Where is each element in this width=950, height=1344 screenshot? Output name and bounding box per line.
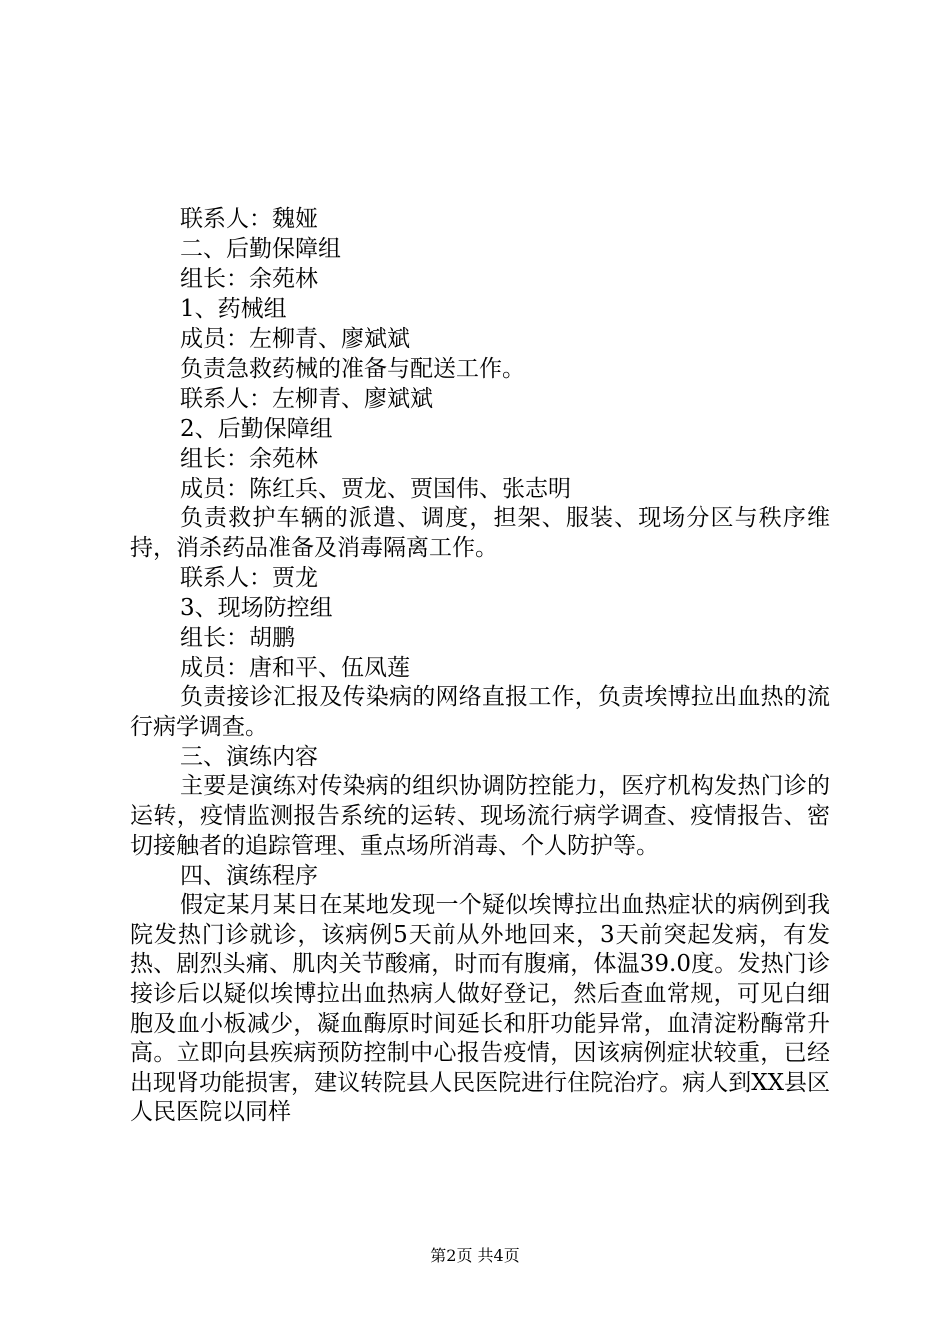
text-line: 成员：左柳青、廖斌斌	[180, 326, 410, 352]
body-paragraph: 主要是演练对传染病的组织协调防控能力，医疗机构发热门诊的运转，疫情监测报告系统的运转、现场流行病学调查、疫情报告、密切接触者的追踪管理、重点场所消毒、个人防护等。	[130, 773, 830, 859]
document-body	[130, 204, 830, 1128]
text-line: 成员：陈红兵、贾龙、贾国伟、张志明	[180, 476, 571, 502]
text-line: 联系人：贾龙	[180, 565, 318, 592]
text-line: 三、演练内容	[180, 744, 318, 771]
body-paragraph: 负责接诊汇报及传染病的网络直报工作，负责埃博拉出血热的流行病学调查。	[130, 684, 830, 740]
body-paragraph: 负责救护车辆的派遣、调度，担架、服装、现场分区与秩序维持，消杀药品准备及消毒隔离工作。	[130, 505, 830, 561]
body-paragraph: 假定某月某日在某地发现一个疑似埃博拉出血热症状的病例到我院发热门诊就诊，该病例5天前从外地回来，3天前突起发病，有发热、剧烈头痛、肌肉关节酸痛，时而有腹痛，体温39.0度。发热门诊接诊后以疑似埃博拉出血热病人做好登记，然后查血常规，可见白细胞及血小板减少，凝血酶原时间延长和肝功能异常，血清淀粉酶常升高。立即向县疾病预防控制中心报告疫情，因该病例症状较重，已经出现肾功能损害，建议转院县人民医院进行住院治疗。病人到XX县区人民医院以同样	[130, 892, 830, 1126]
text-line: 联系人：魏娅	[180, 206, 318, 232]
text-line: 1、药械组	[180, 296, 287, 322]
text-line: 二、后勤保障组	[180, 236, 341, 262]
text-line: 四、演练程序	[180, 863, 318, 890]
text-line: 3、现场防控组	[180, 595, 333, 622]
page-footer: 第2页 共4页	[430, 1246, 520, 1265]
text-line: 组长：胡鹏	[180, 625, 295, 652]
text-line: 成员：唐和平、伍凤莲	[180, 655, 410, 682]
text-line: 2、后勤保障组	[180, 416, 333, 442]
text-line: 联系人：左柳青、廖斌斌	[180, 386, 433, 412]
text-line: 组长：余苑林	[180, 446, 318, 472]
text-line: 负责急救药械的准备与配送工作。	[180, 356, 525, 382]
text-line: 组长：余苑林	[180, 266, 318, 292]
